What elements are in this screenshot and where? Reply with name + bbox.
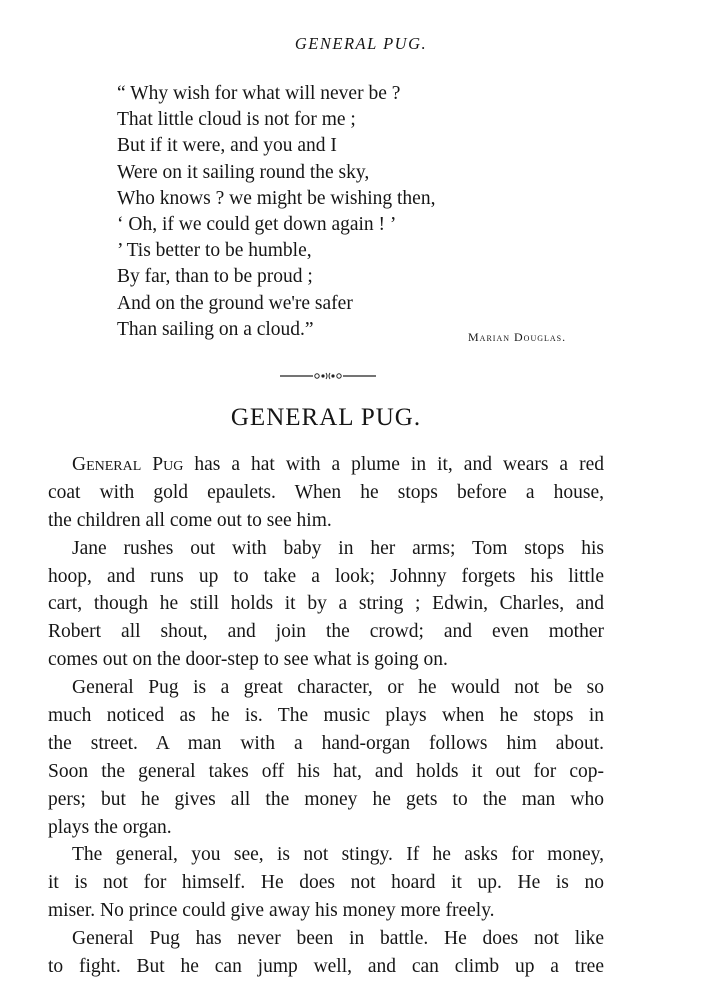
article-body <box>48 451 604 981</box>
text-line: Soon the general takes off his hat, and holds it out for cop- <box>48 760 604 782</box>
text-line: miser. No prince could give away his money more freely. <box>48 900 495 922</box>
poem-line: ’ Tis better to be humble, <box>117 240 312 262</box>
poem-line: “ Why wish for what will never be ? <box>117 83 401 104</box>
poem <box>117 81 537 343</box>
text-line: Jane rushes out with baby in her arms; Tom stops his <box>72 537 604 559</box>
poem-line: That little cloud is not for me ; <box>117 109 356 131</box>
poem-line: Who knows ? we might be wishing then, <box>117 187 436 209</box>
text-line: comes out on the door-step to see what is going on. <box>48 649 448 671</box>
text-line: Robert all shout, and join the crowd; and even mother <box>48 621 604 643</box>
text-line: hoop, and runs up to take a look; Johnny forgets his little <box>48 565 604 587</box>
text-line: pers; but he gives all the money he gets to the man who <box>48 788 604 810</box>
running-head: GENERAL PUG. <box>294 34 428 53</box>
ornament-divider-icon <box>280 369 376 383</box>
text-line: General Pug is a great character, or he would not be so <box>72 677 604 699</box>
text-line-rest: has a hat with a plume in it, and wears a red <box>183 454 604 475</box>
poem-line: Than sailing on a cloud.” <box>117 318 314 340</box>
poem-line: But if it were, and you and I <box>117 135 337 157</box>
text-line: it is not for himself. He does not hoard it up. He is no <box>48 872 604 894</box>
text-line: the children all come out to see him. <box>48 509 332 531</box>
text-line: The general, you see, is not stingy. If he asks for money, <box>72 844 604 866</box>
poem-line: By far, than to be proud ; <box>117 266 313 288</box>
text-line: coat with gold epaulets. When he stops before a house, <box>48 481 604 503</box>
text-line: to fight. But he can jump well, and can climb up a tree <box>48 956 604 978</box>
text-line: the street. A man with a hand-organ follows him about. <box>48 732 604 754</box>
text-line: much noticed as he is. The music plays when he stops in <box>48 705 604 727</box>
text-line <box>48 451 604 479</box>
article-title: GENERAL PUG. <box>230 404 422 431</box>
poem-attribution: Marian Douglas. <box>468 330 567 344</box>
text-line: General Pug has never been in battle. He does not like <box>72 928 604 950</box>
poem-line: Were on it sailing round the sky, <box>117 161 370 183</box>
text-line: cart, though he still holds it by a string ; Edwin, Charles, and <box>48 593 604 615</box>
poem-line: And on the ground we're safer <box>117 292 353 314</box>
text-line: plays the organ. <box>48 816 172 838</box>
opening-smallcaps: General Pug <box>72 454 184 475</box>
poem-line: ‘ Oh, if we could get down again ! ’ <box>117 214 397 236</box>
